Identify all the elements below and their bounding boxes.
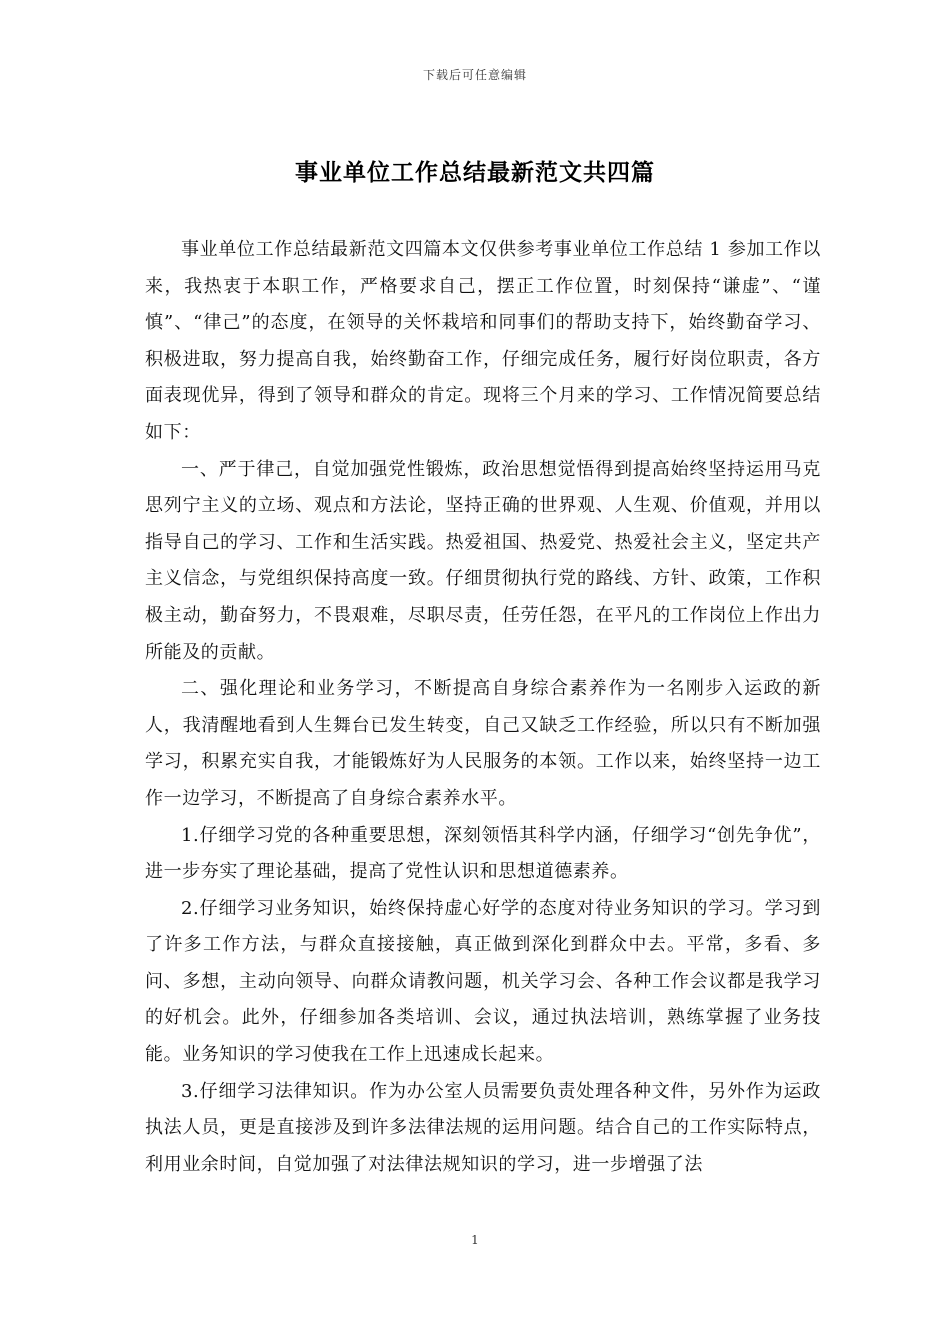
document-title: 事业单位工作总结最新范文共四篇 <box>295 159 655 186</box>
paragraph-item-1: 1.仔细学习党的各种重要思想，深刻领悟其科学内涵，仔细学习“创先争优”，进一步夯实了理论基础，提高了党性认识和思想道德素养。 <box>145 824 821 883</box>
paragraph-item-3: 3.仔细学习法律知识。作为办公室人员需要负责处理各种文件，另外作为运政执法人员，更是直接涉及到许多法律法规的运用问题。结合自己的工作实际特点，利用业余时间，自觉加强了对法律法规知识的学习，进一步增强了法 <box>145 1080 821 1175</box>
document-body <box>145 232 821 1183</box>
page-number: 1 <box>471 1233 479 1247</box>
paragraph-item-2: 2.仔细学习业务知识，始终保持虚心好学的态度对待业务知识的学习。学习到了许多工作方法，与群众直接接触，真正做到深化到群众中去。平常，多看、多问、多想，主动向领导、向群众请教问题，机关学习会、各种工作会议都是我学习的好机会。此外，仔细参加各类培训、会议，通过执法培训，熟练掌握了业务技能。业务知识的学习使我在工作上迅速成长起来。 <box>145 897 821 1066</box>
header-note: 下载后可任意编辑 <box>422 68 527 82</box>
paragraph-intro: 事业单位工作总结最新范文四篇本文仅供参考事业单位工作总结 1 参加工作以来，我热衷于本职工作，严格要求自己，摆正工作位置，时刻保持“谦虚”、“谨慎”、“律己”的态度，在领导的关怀栽培和同事们的帮助支持下，始终勤奋学习、积极进取，努力提高自我，始终勤奋工作，仔细完成任务，履行好岗位职责，各方面表现优异，得到了领导和群众的肯定。现将三个月来的学习、工作情况简要总结如下： <box>145 239 821 443</box>
paragraph-section-2: 二、强化理论和业务学习，不断提高自身综合素养作为一名刚步入运政的新人，我清醒地看到人生舞台已发生转变，自己又缺乏工作经验，所以只有不断加强学习，积累充实自我，才能锻炼好为人民服务的本领。工作以来，始终坚持一边工作一边学习，不断提高了自身综合素养水平。 <box>145 678 821 809</box>
paragraph-section-1: 一、严于律己，自觉加强党性锻炼，政治思想觉悟得到提高始终坚持运用马克思列宁主义的立场、观点和方法论，坚持正确的世界观、人生观、价值观，并用以指导自己的学习、工作和生活实践。热爱祖国、热爱党、热爱社会主义，坚定共产主义信念，与党组织保持高度一致。仔细贯彻执行党的路线、方针、政策，工作积极主动，勤奋努力，不畏艰难，尽职尽责，任劳任怨，在平凡的工作岗位上作出力所能及的贡献。 <box>145 458 821 663</box>
